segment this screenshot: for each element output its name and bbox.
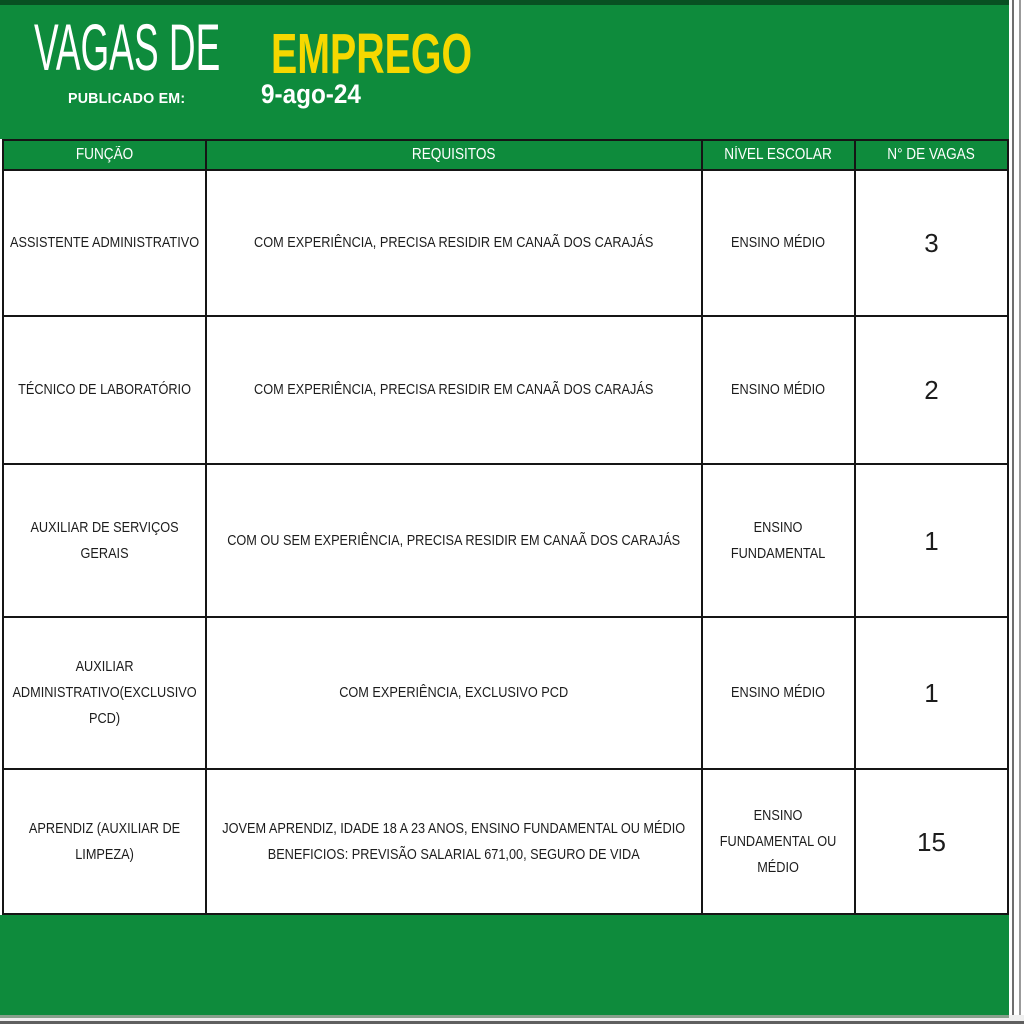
- page-title-vagas-de: VAGAS DE: [34, 10, 221, 84]
- vagas-count: 2: [924, 375, 939, 405]
- column-header-label: N° DE VAGAS: [887, 146, 976, 163]
- vagas-count: 15: [917, 826, 946, 857]
- column-header-funcao: [4, 141, 205, 169]
- requisitos-text: COM EXPERIÊNCIA, PRECISA RESIDIR EM CANAÃ DOS CARAJÁS: [254, 382, 654, 398]
- requisitos-text: COM OU SEM EXPERIÊNCIA, PRECISA RESIDIR EM CANAÃ DOS CARAJÁS: [227, 532, 681, 549]
- cell-funcao: [4, 465, 205, 616]
- vagas-count: 1: [924, 525, 939, 556]
- page-title-emprego: EMPREGO: [271, 22, 473, 86]
- requisitos-text: JOVEM APRENDIZ, IDADE 18 A 23 ANOS, ENSINO FUNDAMENTAL OU MÉDIO BENEFICIOS: PREVISÃO SALARIAL 671,00, SEGURO DE VIDA: [222, 820, 686, 863]
- column-header-n-de-vagas: [856, 141, 1007, 169]
- cell-requisitos: [207, 465, 701, 616]
- cell-requisitos: [207, 770, 701, 913]
- column-header-nivel-escolar: [703, 141, 854, 169]
- vagas-count: 3: [924, 228, 939, 258]
- cell-requisitos: [207, 317, 701, 463]
- page-edge-line: [1019, 0, 1021, 1024]
- funcao-text: TÉCNICO DE LABORATÓRIO: [18, 382, 191, 398]
- footer-banner: [0, 915, 1009, 1015]
- page-edge-line: [0, 1015, 1009, 1018]
- cell-nivel-escolar: [703, 171, 854, 315]
- cell-requisitos: [207, 618, 701, 768]
- column-header-label: REQUISITOS: [412, 146, 496, 163]
- nivel-escolar-text: ENSINO FUNDAMENTAL: [731, 519, 826, 562]
- cell-vagas: [856, 618, 1007, 768]
- funcao-text: APRENDIZ (AUXILIAR DE LIMPEZA): [28, 820, 181, 863]
- nivel-escolar-text: ENSINO MÉDIO: [731, 685, 826, 701]
- cell-requisitos: [207, 171, 701, 315]
- cell-vagas: [856, 171, 1007, 315]
- funcao-text: ASSISTENTE ADMINISTRATIVO: [9, 235, 200, 251]
- cell-nivel-escolar: [703, 770, 854, 913]
- column-header-label: NÍVEL ESCOLAR: [724, 146, 833, 163]
- column-header-requisitos: [207, 141, 701, 169]
- funcao-text: AUXILIAR DE SERVIÇOS GERAIS: [30, 519, 179, 562]
- cell-vagas: [856, 317, 1007, 463]
- requisitos-text: COM EXPERIÊNCIA, EXCLUSIVO PCD: [339, 685, 569, 701]
- cell-nivel-escolar: [703, 465, 854, 616]
- cell-funcao: [4, 171, 205, 315]
- nivel-escolar-text: ENSINO MÉDIO: [731, 382, 826, 398]
- funcao-text: AUXILIAR ADMINISTRATIVO(EXCLUSIVO PCD): [12, 659, 197, 727]
- jobs-table: [2, 139, 1009, 915]
- cell-nivel-escolar: [703, 618, 854, 768]
- cell-vagas: [856, 770, 1007, 913]
- vagas-count: 1: [924, 678, 939, 708]
- requisitos-text: COM EXPERIÊNCIA, PRECISA RESIDIR EM CANAÃ DOS CARAJÁS: [254, 235, 654, 251]
- window-top-edge: [0, 0, 1009, 5]
- page-edge-line: [1012, 0, 1014, 1024]
- nivel-escolar-text: ENSINO FUNDAMENTAL OU MÉDIO: [720, 807, 837, 876]
- cell-funcao: [4, 770, 205, 913]
- column-header-label: FUNÇÃO: [75, 146, 134, 163]
- published-label: PUBLICADO EM:: [68, 90, 186, 107]
- cell-nivel-escolar: [703, 317, 854, 463]
- cell-funcao: [4, 317, 205, 463]
- published-date: 9-ago-24: [261, 79, 361, 109]
- cell-funcao: [4, 618, 205, 768]
- nivel-escolar-text: ENSINO MÉDIO: [731, 235, 826, 251]
- cell-vagas: [856, 465, 1007, 616]
